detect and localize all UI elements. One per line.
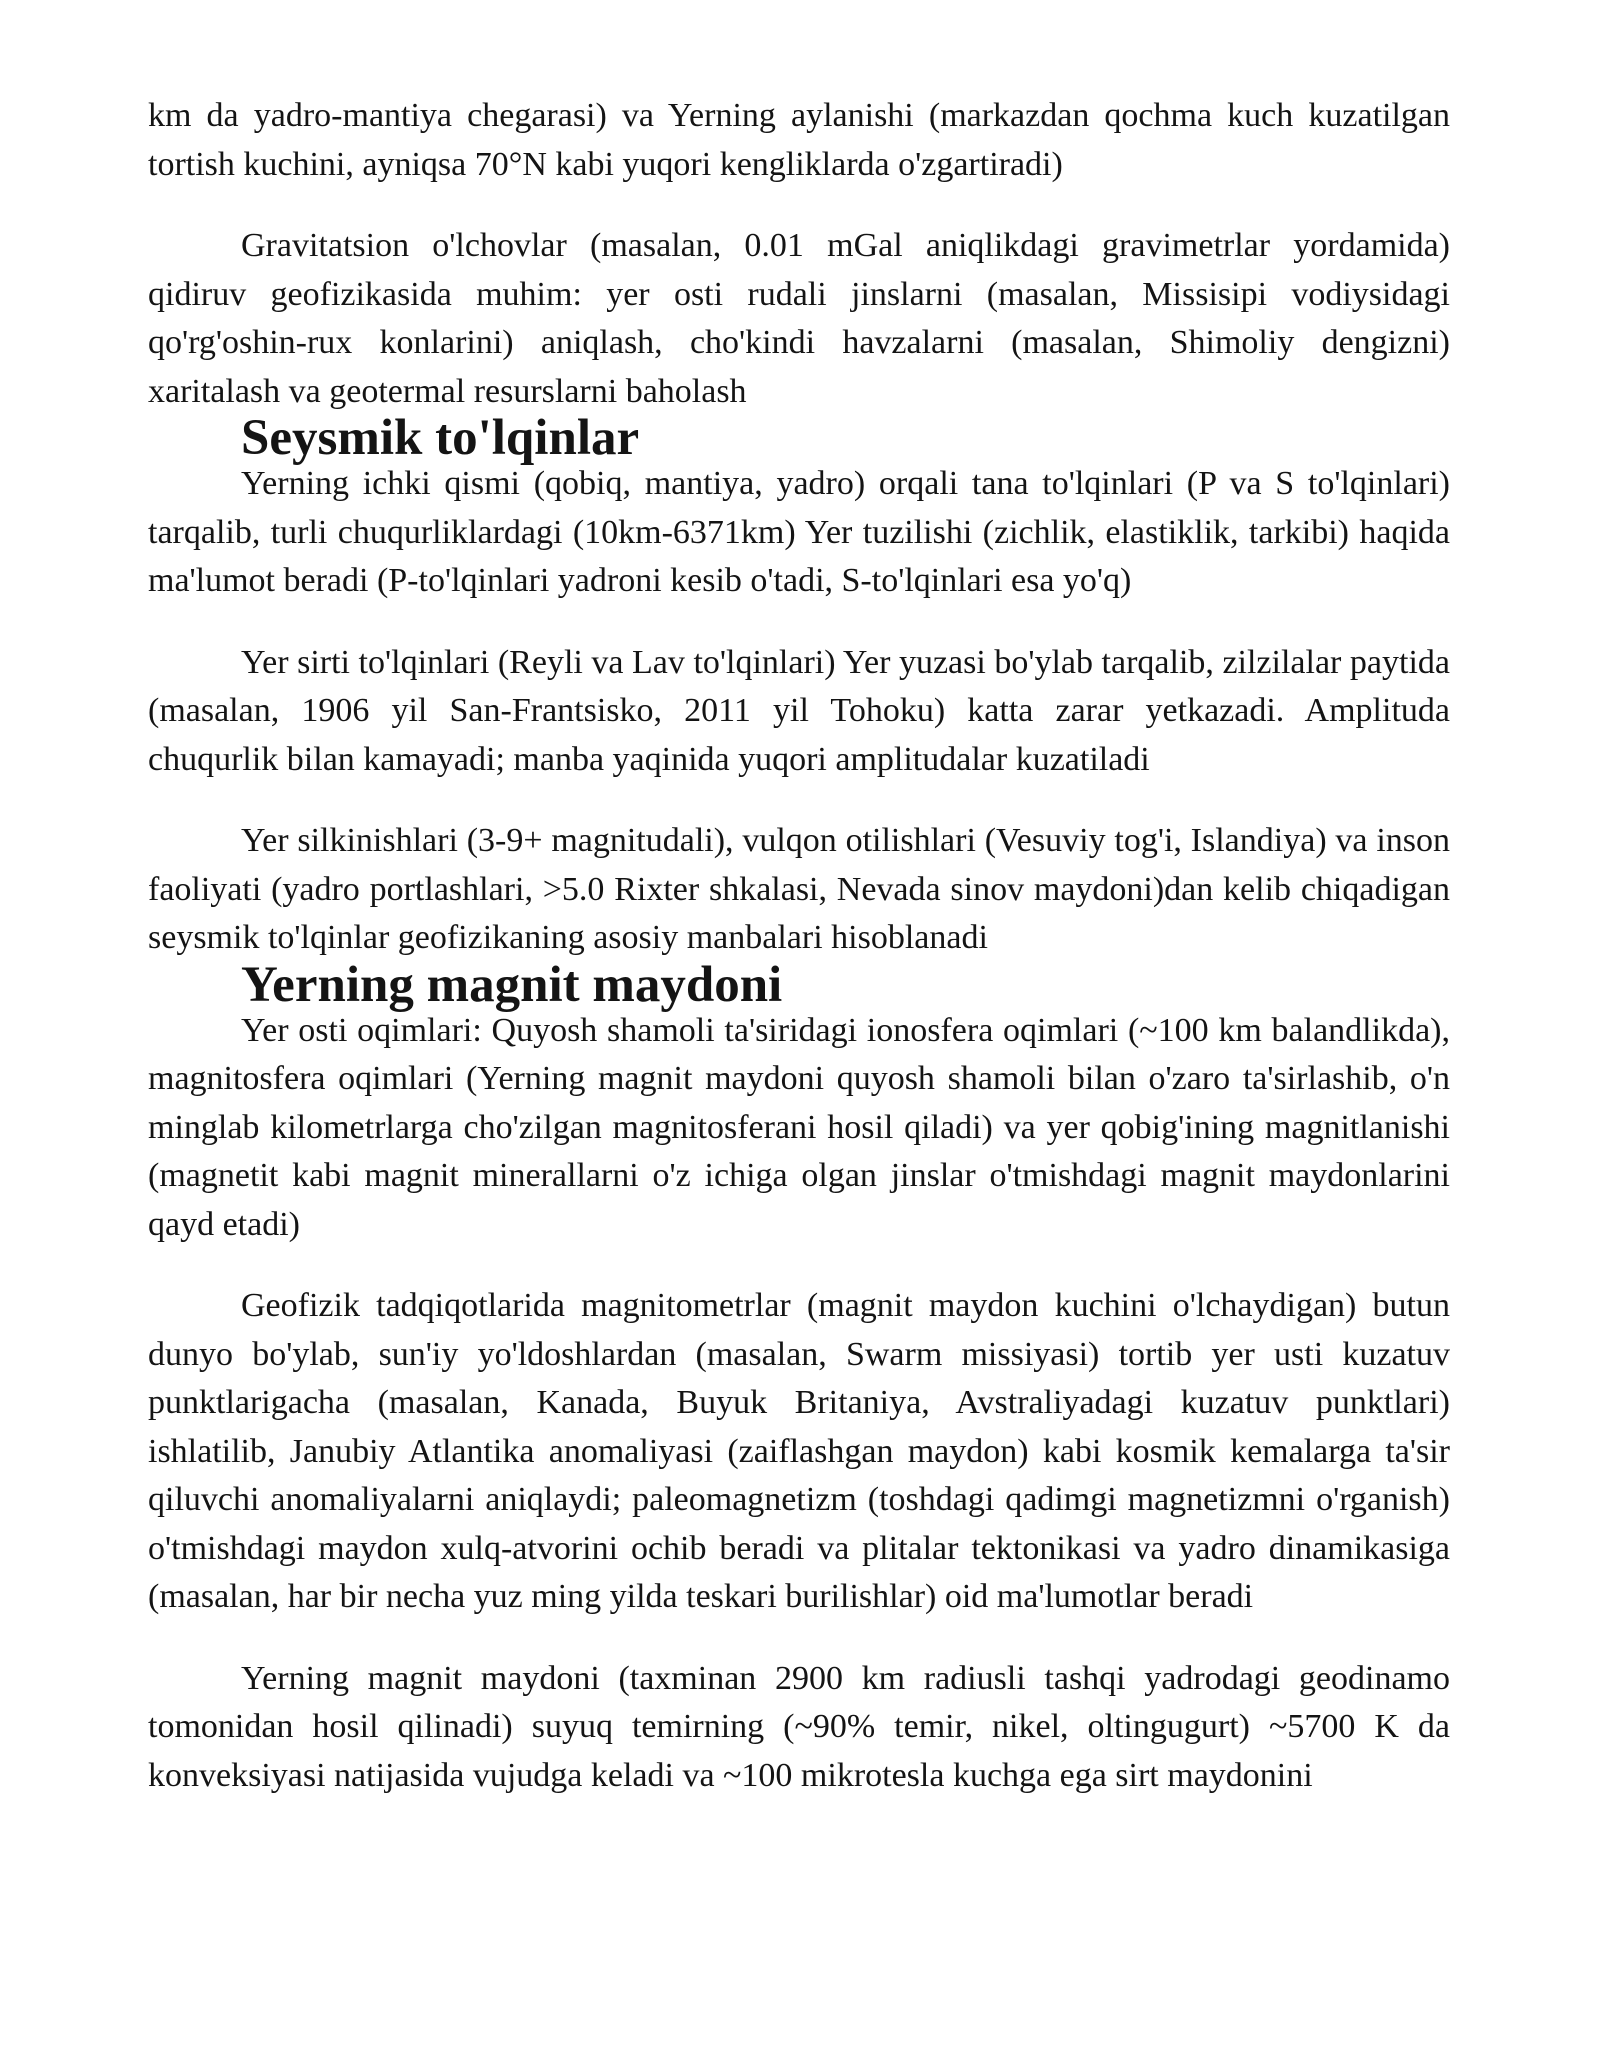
- section-heading-magnetic-field: Yerning magnit maydoni: [241, 956, 783, 1013]
- paragraph-geodynamo: Yerning magnit maydoni (taxminan 2900 km radiusli tashqi yadrodagi geodinamo tomonidan hosil qilinadi) suyuq temirning (~90% temir, nikel, oltingugurt) ~5700 K da konveksiyasi natijasida vujudga keladi va ~100 mikrotesla kuchga ega sirt maydonini: [148, 1659, 1450, 1794]
- paragraph-gravity-continuation: km da yadro-mantiya chegarasi) va Yerning aylanishi (markazdan qochma kuch kuzatilgan tortish kuchini, ayniqsa 70°N kabi yuqori kengliklarda o'zgartiradi): [148, 97, 1450, 183]
- paragraph-surface-waves: Yer sirti to'lqinlari (Reyli va Lav to'lqinlari) Yer yuzasi bo'ylab tarqalib, zilzilalar paytida (masalan, 1906 yil San-Frantsisko, 2011 yil Tohoku) katta zarar yetkazadi. Amplituda chuqurlik bilan kamayadi; manba yaqinida yuqori amplitudalar kuzatiladi: [148, 643, 1450, 778]
- section-heading-seismic-waves: Seysmik to'lqinlar: [241, 410, 640, 466]
- paragraph-seismic-sources: Yer silkinishlari (3-9+ magnitudali), vulqon otilishlari (Vesuviy tog'i, Islandiya) va inson faoliyati (yadro portlashlari, >5.0 Rixter shkalasi, Nevada sinov maydoni)dan kelib chiqadigan seysmik to'lqinlar geofizikaning asosiy manbalari hisoblanadi: [148, 822, 1450, 956]
- paragraph-body-waves: Yerning ichki qismi (qobiq, mantiya, yadro) orqali tana to'lqinlari (P va S to'lqinlari) tarqalib, turli chuqurliklardagi (10km-6371km) Yer tuzilishi (zichlik, elastiklik, tarkibi) haqida ma'lumot beradi (P-to'lqinlari yadroni kesib o'tadi, S-to'lqinlari esa yo'q): [148, 465, 1450, 599]
- paragraph-ground-currents: Yer osti oqimlari: Quyosh shamoli ta'siridagi ionosfera oqimlari (~100 km balandlikda), magnitosfera oqimlari (Yerning magnit maydoni quyosh shamoli bilan o'zaro ta'sirlashib, o'n minglab kilometrlarga cho'zilgan magnitosferani hosil qiladi) va yer qobig'ining magnitlanishi (magnetit kabi magnit minerallarni o'z ichiga olgan jinslar o'tmishdagi magnit maydonlarini qayd etadi): [148, 1011, 1450, 1243]
- paragraph-magnetometers: Geofizik tadqiqotlarida magnitometrlar (magnit maydon kuchini o'lchaydigan) butun dunyo bo'ylab, sun'iy yo'ldoshlardan (masalan, Swarm missiyasi) tortib yer usti kuzatuv punktlarigacha (masalan, Kanada, Buyuk Britaniya, Avstraliyadagi kuzatuv punktlari) ishlatilib, Janubiy Atlantika anomaliyasi (zaiflashgan maydon) kabi kosmik kemalarga ta'sir qiluvchi anomaliyalarni aniqlaydi; paleomagnetizm (toshdagi qadimgi magnetizmni o'rganish) o'tmishdagi maydon xulq-atvorini ochib beradi va plitalar tektonikasi va yadro dinamikasiga (masalan, har bir necha yuz ming yilda teskari burilishlar) oid ma'lumotlar beradi: [148, 1287, 1450, 1615]
- paragraph-gravity-measurements: Gravitatsion o'lchovlar (masalan, 0.01 mGal aniqlikdagi gravimetrlar yordamida) qidiruv geofizikasida muhim: yer osti rudali jinslarni (masalan, Missisipi vodiysidagi qo'rg'oshin-rux konlarini) aniqlash, cho'kindi havzalarni (masalan, Shimoliy dengizni) xaritalash va geotermal resurslarni baholash: [148, 227, 1450, 410]
- document-body: [148, 92, 1450, 1800]
